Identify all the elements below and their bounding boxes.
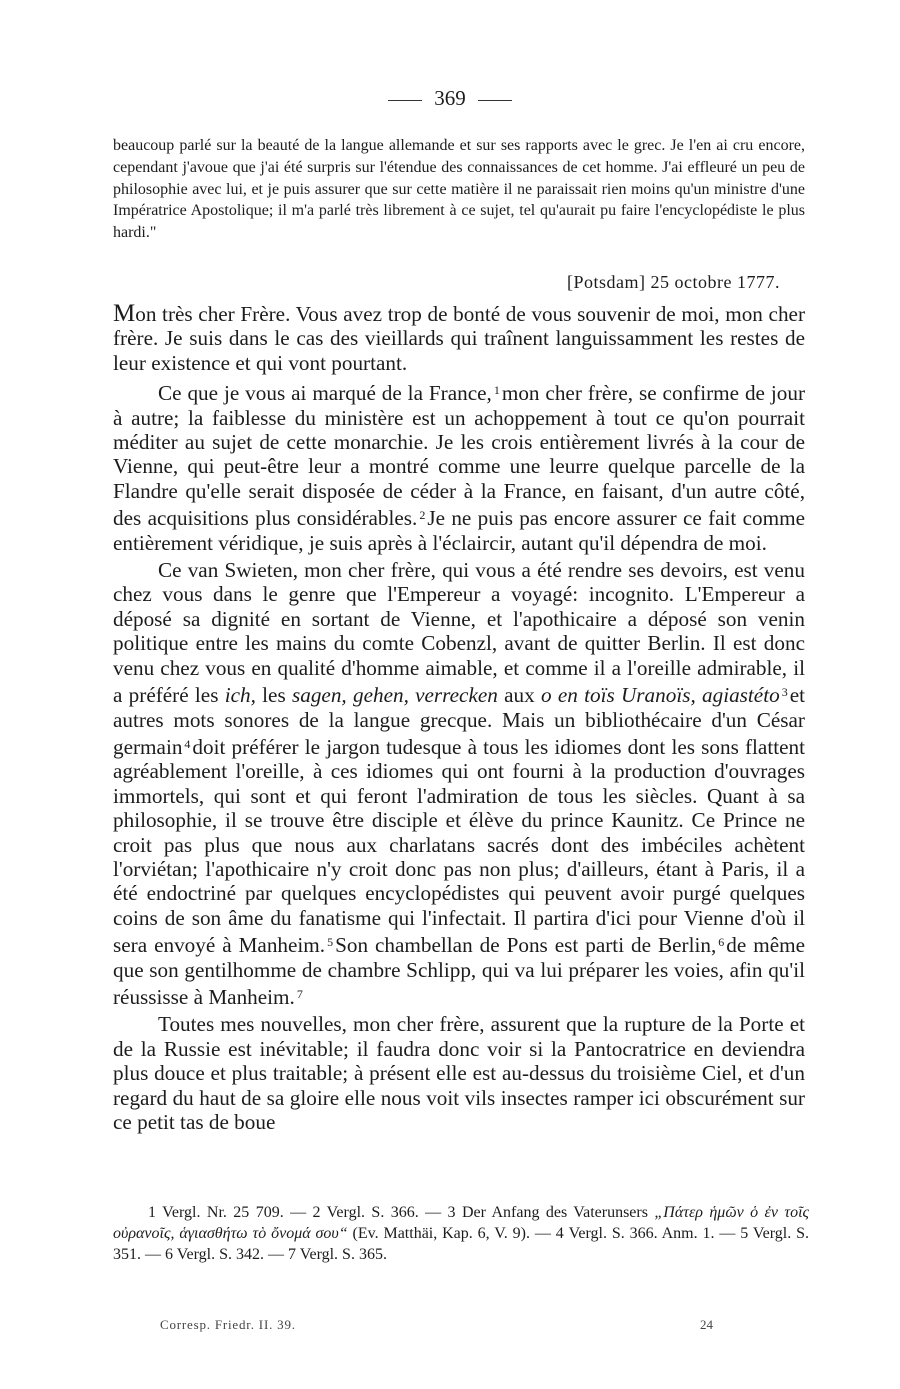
p3-text-a: Ce van Swieten, mon cher frère, qui vous a été rendre ses devoirs, est venu chez vous dans le genre que l'Empereur a voyagé: bbox=[113, 558, 805, 607]
p3-aux: aux bbox=[504, 683, 535, 708]
intro-paragraph: beaucoup parlé sur la beauté de la langue allemande et sur ses rapports avec le grec. Je l'en ai cru encore, cependant j'avoue que j'ai été surpris sur l'étendue des connaissances de cet homme. J'ai effleuré un peu de philosophie avec lui, et je puis assurer que sur cette matière il ne paraissait rien moins qu'un ministre d'une Impératrice Apostolique; il m'a parlé très librement à ce sujet, tel qu'aurait pu faire l'encyclopédiste le plus hardi." bbox=[113, 137, 805, 242]
footnote-text-2: (Ev. Matthäi, Kap. 6, V. 9). — 4 Vergl. S. 366. Anm. 1. — 5 Vergl. S. 351. — 6 Vergl. S. 342. — 7 Vergl. S. 365. bbox=[113, 1225, 810, 1263]
footnote-block bbox=[113, 1202, 809, 1265]
p3-german-words: sagen, gehen, verrecken bbox=[291, 683, 498, 708]
letter-paragraph-4: Toutes mes nouvelles, mon cher frère, assurent que la rupture de la Porte et de la Russie est inévitable; il faudra donc voir si la Pantocratrice en deviendra plus douce et plus traitable; à présent elle est au-dessus du troisième Ciel, et d'un regard du haut de sa gloire elle nous voit vils insectes ramper ici obscurément sur ce petit tas de boue bbox=[113, 1012, 805, 1134]
p1-text: on très cher Frère. Vous avez trop de bonté de vous souvenir de moi, mon cher frère. Je suis dans le cas des vieillards qui traînent languissamment les restes de leur existence et qui vont pourtant. bbox=[113, 302, 805, 375]
footnote-greek-quote: „Πάτερ ἡμῶν ὁ ἐν τοῖς οὐρανοῖς, ἁγιασθήτω τὸ ὄνομά σου“ bbox=[113, 1204, 810, 1242]
letter-body bbox=[113, 302, 805, 1137]
p3-text-b: L'Empereur a déposé sa dignité en sortant de Vienne, et l'apothicaire a déposé son venin politique entre les mains du comte Cobenzl, avant de quitter Berlin. Il est donc venu chez vous en qualité d'homme aimable, et comme il a l'oreille admirable, il a préféré les bbox=[113, 582, 805, 708]
p2-text-b: mon cher frère, se confirme de jour à autre; la faiblesse du ministère est un achoppement à tout ce qu'on pourrait méditer au sujet de cette monarchie. Je les crois entièrement livrés à la cour de Vienne, qui peut-être leur a montré comme une leurre quelque parcelle de la Flandre qu'elle serait disposée de céder à la France, en faisant, d'un autre côté, des acquisitions plus considérables. bbox=[113, 381, 805, 531]
footnote-ref-7: 7 bbox=[296, 986, 303, 1001]
signature-mark: Corresp. Friedr. II. 39. bbox=[160, 1317, 296, 1332]
page-number bbox=[0, 86, 900, 111]
p2-text-c: Je ne puis pas encore assurer ce fait comme entièrement véridique, je suis après à l'éclaircir, autant qu'il dépendra de moi. bbox=[113, 506, 805, 555]
footnote-ref-4: 4 bbox=[184, 736, 191, 751]
p3-text-f: de même que son gentilhomme de chambre Schlipp, qui va lui préparer les voies, afin qu'il réussisse à Manheim. bbox=[113, 933, 805, 1009]
p3-text-d: doit préférer le jargon tudesque à tous les idiomes dont les sons flattent agréablement l'oreille, à ces idiomes qui ont fourni à la production d'ouvrages immortels, qui sont et qui feront l'admiration de tous les siècles. Quant à sa philosophie, il se trouve être disciple et élève du prince Kaunitz. Ce Prince ne croit pas plus que nous aux charlatans sacrés dont des imbéciles achètent l'orviétan; l'apothicaire n'y croit donc pas non plus; d'ailleurs, étant à Paris, il a été endoctriné par quelques encyclopédistes qui peuvent avoir purgé quelques coins de son âme du fanatisme qui l'infectait. Il partira d'ici pour Vienne d'où il sera envoyé à Manheim. bbox=[113, 734, 805, 958]
footnote-ref-6: 6 bbox=[718, 935, 725, 950]
p3-incognito: incognito. bbox=[588, 582, 675, 607]
left-dash bbox=[388, 100, 422, 101]
p3-les: les bbox=[262, 683, 286, 708]
footnote-ref-5: 5 bbox=[327, 935, 334, 950]
p3-greek-words: o en toïs Uranoïs, agiastéto bbox=[540, 683, 780, 708]
right-dash bbox=[478, 100, 512, 101]
footnote-ref-1: 1 bbox=[493, 383, 500, 398]
letter-paragraph-3 bbox=[113, 558, 805, 1009]
letter-paragraph-2 bbox=[113, 378, 805, 555]
footnote-ref-2: 2 bbox=[419, 508, 426, 523]
p3-ich: ich, bbox=[224, 683, 256, 708]
footnote-text-1: 1 Vergl. Nr. 25 709. — 2 Vergl. S. 366. — 3 Der Anfang des Vaterunsers bbox=[148, 1204, 648, 1221]
page-number-text: 369 bbox=[434, 86, 466, 110]
dateline: [Potsdam] 25 octobre 1777. bbox=[567, 272, 780, 292]
p3-text-e: Son chambellan de Pons est parti de Berlin, bbox=[335, 933, 717, 958]
footnote-ref-3: 3 bbox=[781, 685, 788, 700]
initial-letter: M bbox=[113, 300, 136, 327]
footnotes bbox=[113, 1202, 809, 1265]
p3-text-c: et autres mots sonores de la langue grecque. Mais un bibliothécaire d'un César germain bbox=[113, 683, 805, 759]
letter-paragraph-1 bbox=[113, 302, 805, 375]
p2-text-a: Ce que je vous ai marqué de la France, bbox=[158, 381, 492, 406]
sheet-number: 24 bbox=[700, 1317, 713, 1332]
